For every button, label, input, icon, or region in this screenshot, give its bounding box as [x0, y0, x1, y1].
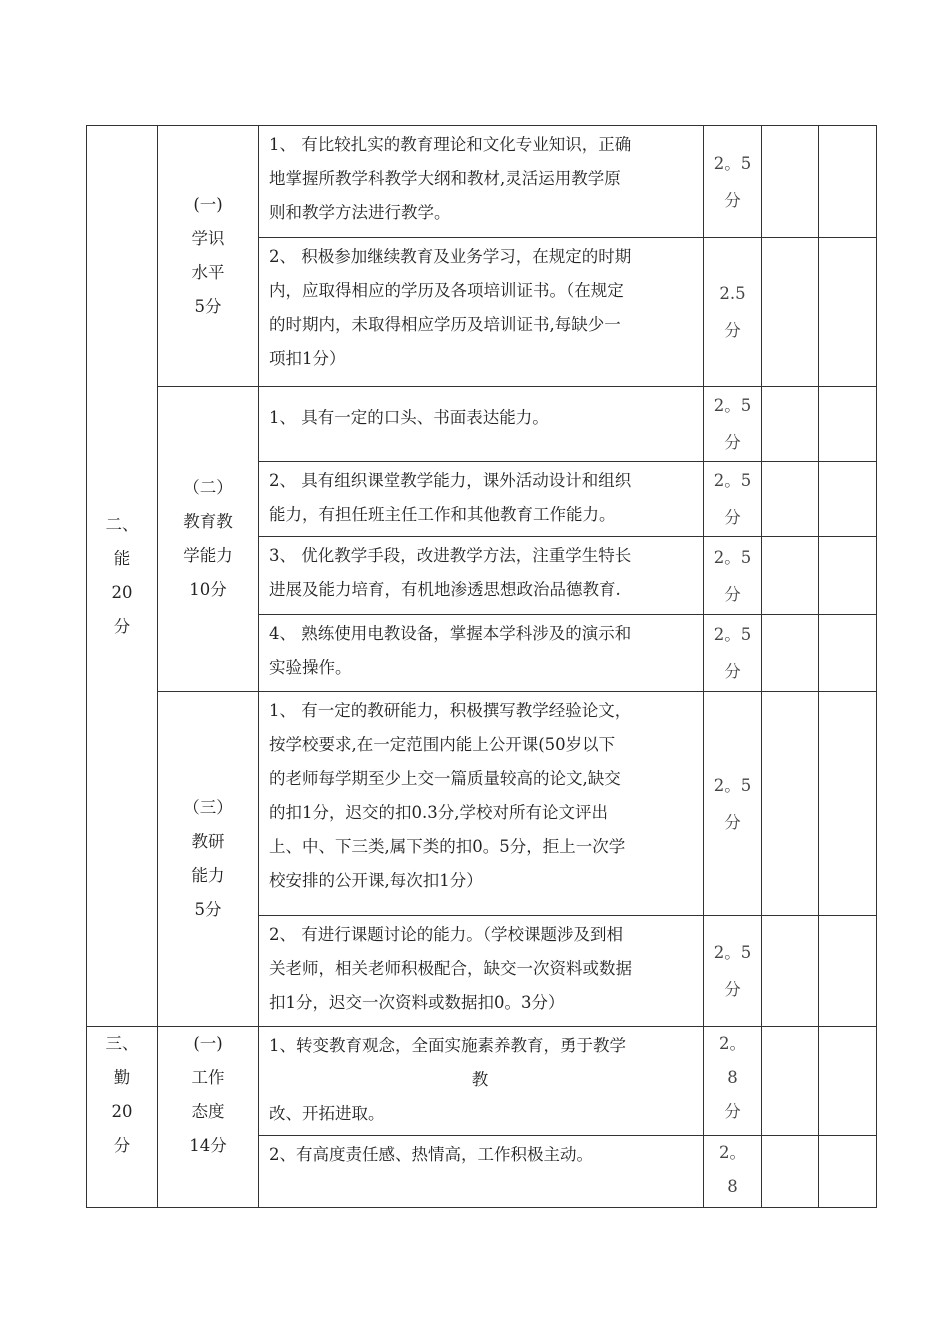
criteria-text: 1、 有一定的教研能力，积极撰写教学经验论文， 按学校要求,在一定范围内能上公开课(50岁以下 的老师每学期至少上交一篇质量较高的论文,缺交 的扣1分，迟交的扣0.3分,学校对所有论文评出 上、中、下三类,属下类的扣0。5分，拒上一次学 校安排的公开课,每次扣1分） — [259, 692, 704, 916]
score-cell: 2。5 分 — [704, 537, 762, 615]
score-cell: 2。5 分 — [704, 126, 762, 238]
blank-cell — [762, 387, 819, 462]
blank-cell — [819, 462, 877, 537]
blank-cell — [819, 615, 877, 692]
blank-cell — [762, 537, 819, 615]
subcategory-cell: （二） 教育教 学能力 10分 — [158, 387, 259, 692]
evaluation-table — [86, 125, 877, 1208]
blank-cell — [762, 692, 819, 916]
score-cell: 2。5 分 — [704, 462, 762, 537]
score-cell: 2。5 分 — [704, 387, 762, 462]
criteria-text: 2、 有进行课题讨论的能力。（学校课题涉及到相 关老师，相关老师积极配合，缺交一次资料或数据 扣1分，迟交一次资料或数据扣0。3分） — [259, 916, 704, 1027]
table-row — [87, 1027, 877, 1136]
criteria-text: 2、 具有组织课堂教学能力，课外活动设计和组织 能力，有担任班主任工作和其他教育工作能力。 — [259, 462, 704, 537]
table-row — [87, 692, 877, 916]
criteria-text: 2、 积极参加继续教育及业务学习，在规定的时期 内，应取得相应的学历及各项培训证书。（在规定 的时期内，未取得相应学历及培训证书,每缺少一 项扣1分） — [259, 238, 704, 387]
table-row — [87, 126, 877, 238]
subcategory-cell: (一) 工作 态度 14分 — [158, 1027, 259, 1208]
blank-cell — [819, 1136, 877, 1208]
subcategory-cell: (一) 学识 水平 5分 — [158, 126, 259, 387]
score-cell: 2.5 分 — [704, 238, 762, 387]
blank-cell — [819, 537, 877, 615]
criteria-text: 1、 具有一定的口头、书面表达能力。 — [259, 387, 704, 462]
blank-cell — [819, 387, 877, 462]
score-cell: 2。5 分 — [704, 692, 762, 916]
criteria-text: 4、 熟练使用电教设备，掌握本学科涉及的演示和 实验操作。 — [259, 615, 704, 692]
subcategory-cell: （三） 教研 能力 5分 — [158, 692, 259, 1027]
blank-cell — [819, 692, 877, 916]
blank-cell — [762, 1027, 819, 1136]
criteria-text: 1、转变教育观念，全面实施素养教育，勇于教学 教 改、开拓进取。 — [259, 1027, 704, 1136]
criteria-text: 3、 优化教学手段，改进教学方法，注重学生特长 进展及能力培育，有机地渗透思想政治品德教育. — [259, 537, 704, 615]
score-cell: 2。5 分 — [704, 916, 762, 1027]
criteria-text: 2、有高度责任感、热情高，工作积极主动。 — [259, 1136, 704, 1208]
score-cell: 2。 8 分 — [704, 1027, 762, 1136]
blank-cell — [819, 1027, 877, 1136]
category-cell-diligence: 三、 勤 20 分 — [87, 1027, 158, 1208]
table-row — [87, 387, 877, 462]
criteria-text: 1、 有比较扎实的教育理论和文化专业知识，正确 地掌握所教学科教学大纲和教材,灵活运用教学原 则和教学方法进行教学。 — [259, 126, 704, 238]
score-cell: 2。 8 — [704, 1136, 762, 1208]
category-cell-ability: 二、 能 20 分 — [87, 126, 158, 1027]
score-cell: 2。5 分 — [704, 615, 762, 692]
blank-cell — [819, 238, 877, 387]
blank-cell — [762, 126, 819, 238]
blank-cell — [762, 462, 819, 537]
blank-cell — [762, 916, 819, 1027]
blank-cell — [762, 615, 819, 692]
blank-cell — [762, 1136, 819, 1208]
blank-cell — [819, 126, 877, 238]
blank-cell — [819, 916, 877, 1027]
blank-cell — [762, 238, 819, 387]
